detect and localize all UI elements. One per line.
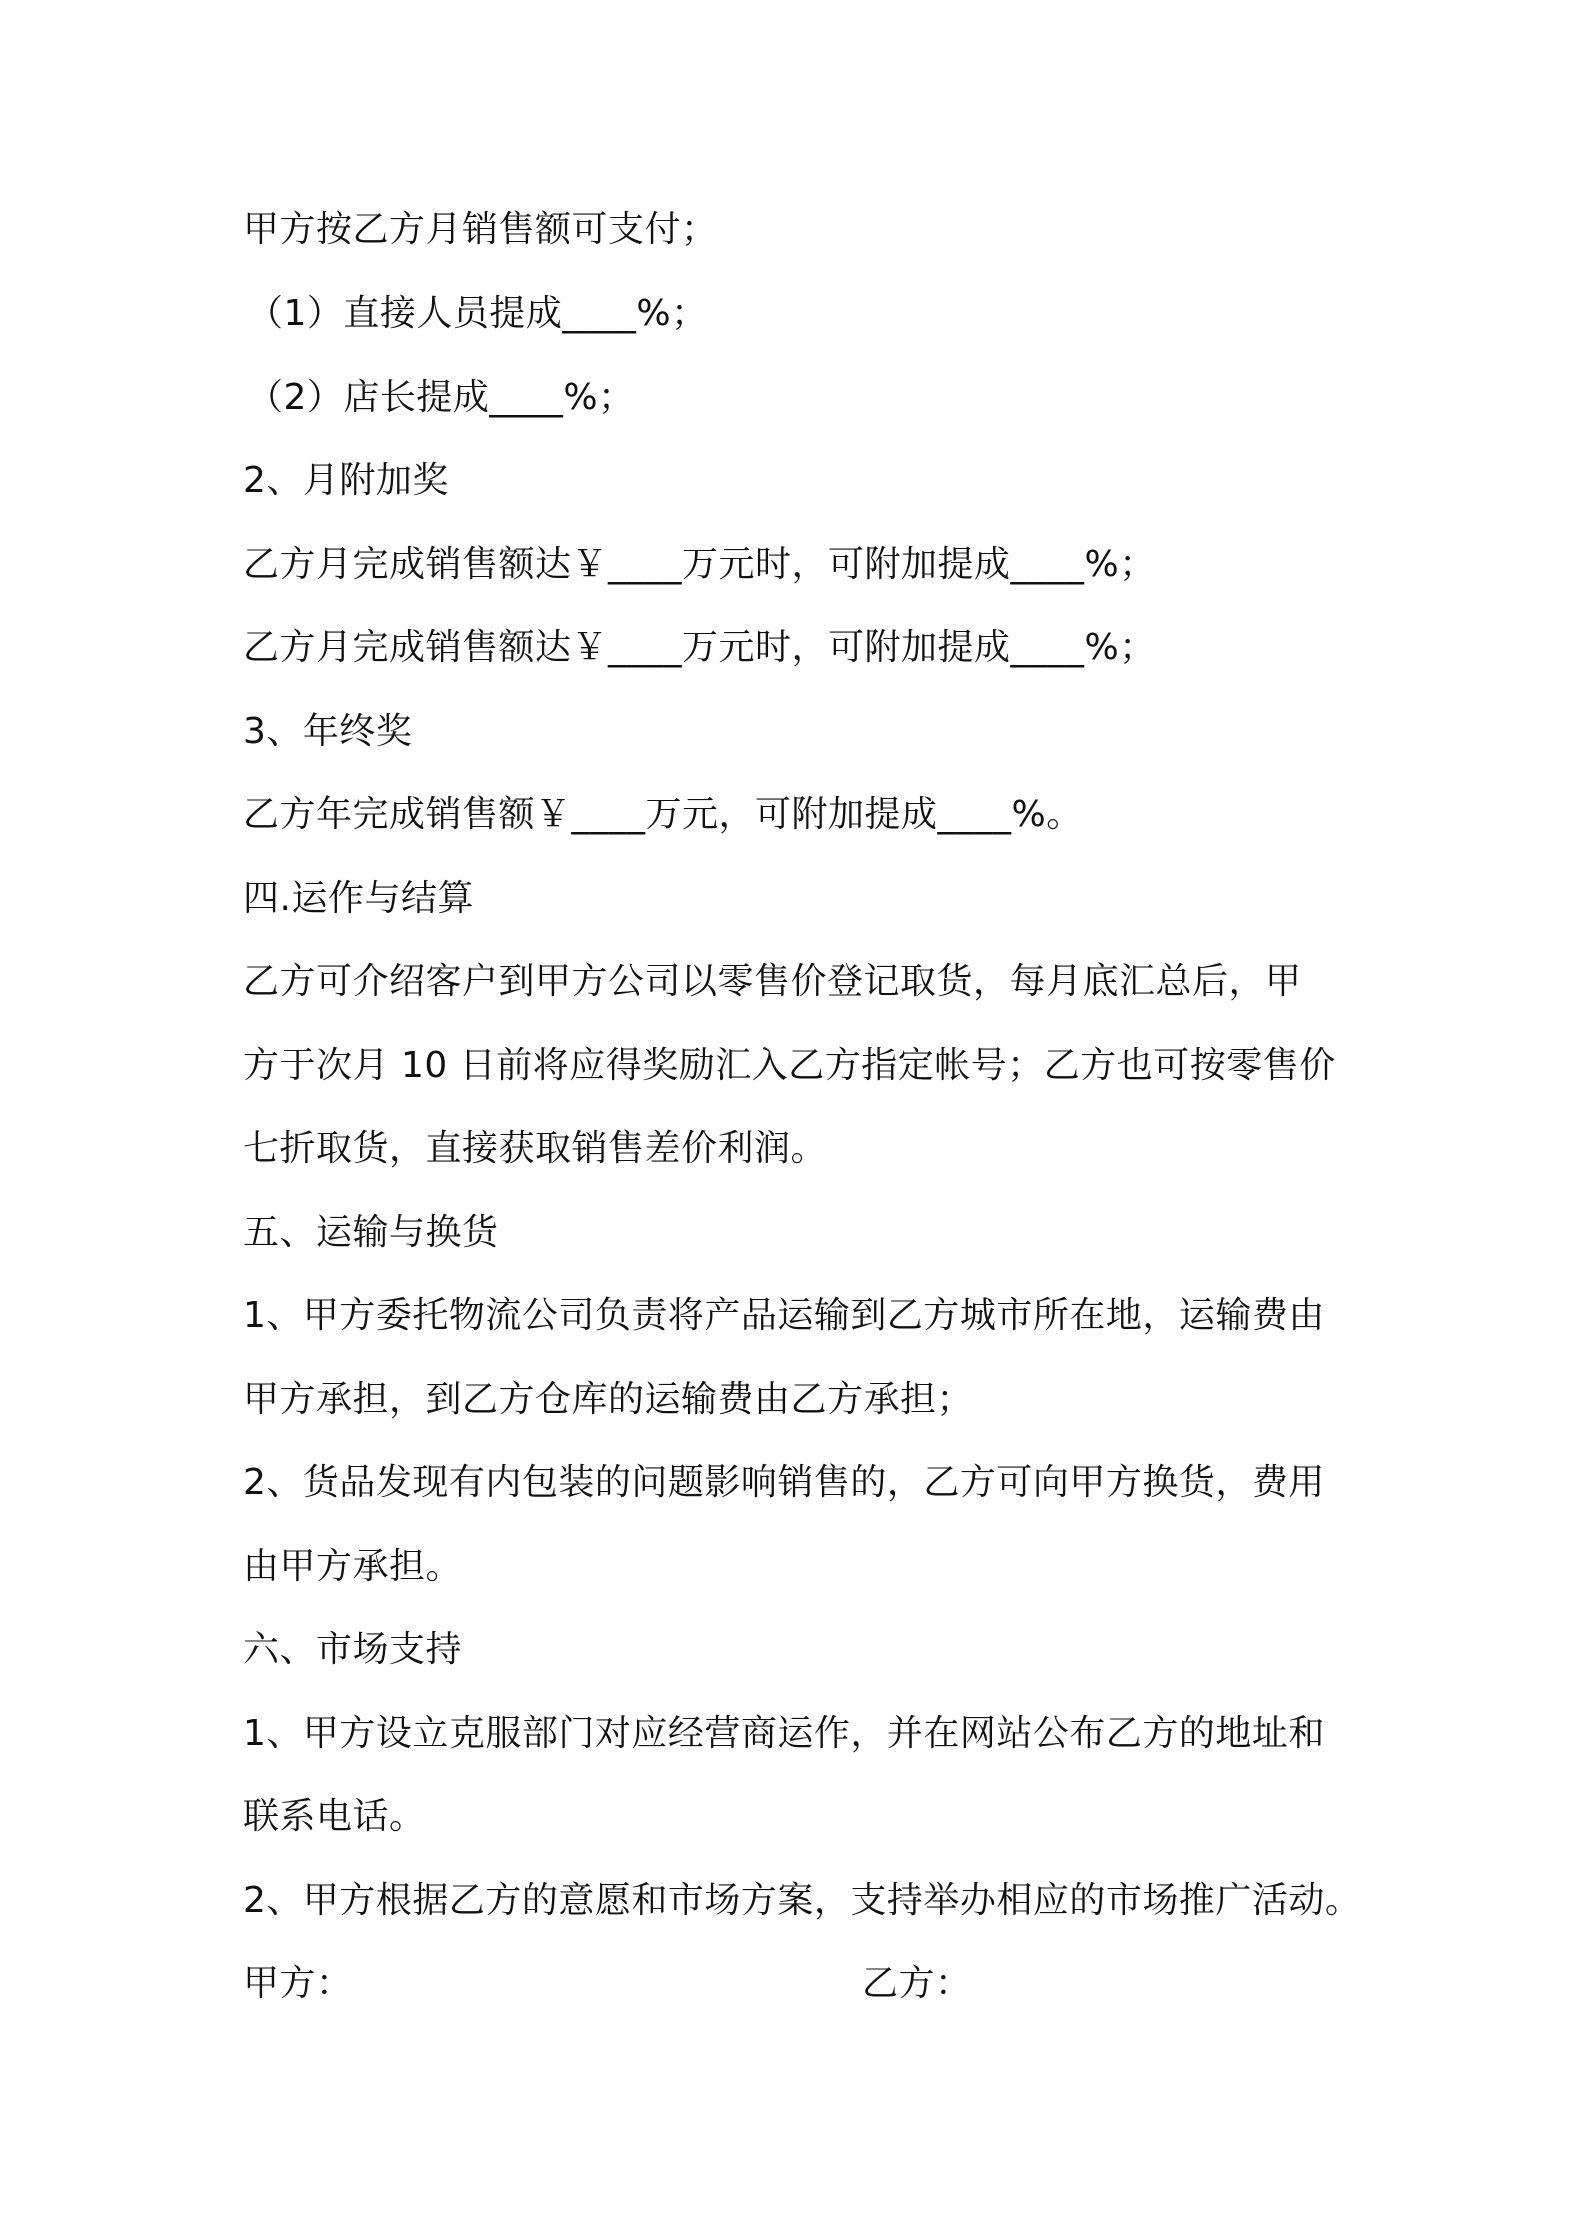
text-line-16: 2、货品发现有内包装的问题影响销售的，乙方可向甲方换货，费用 (243, 1462, 1325, 1503)
text-line-17: 由甲方承担。 (243, 1546, 463, 1587)
text-line-20: 联系电话。 (243, 1796, 426, 1837)
signature-party-b: 乙方： (862, 1963, 972, 2004)
text-line-8: 乙方年完成销售额￥____万元，可附加提成____%。 (243, 794, 1083, 835)
text-line-1: 甲方按乙方月销售额可支付； (243, 209, 718, 250)
section-heading-year-end-bonus: 3、年终奖 (243, 711, 413, 752)
section-heading-market-support: 六、市场支持 (243, 1629, 463, 1670)
text-line-12: 七折取货，直接获取销售差价利润。 (243, 1128, 828, 1169)
text-line-14: 1、甲方委托物流公司负责将产品运输到乙方城市所在地，运输费由 (243, 1295, 1325, 1336)
signature-party-a: 甲方： (243, 1963, 353, 2004)
text-line-15: 甲方承担，到乙方仓库的运输费由乙方承担； (243, 1379, 974, 1420)
text-line-21: 2、甲方根据乙方的意愿和市场方案，支持举办相应的市场推广活动。 (243, 1880, 1362, 1921)
text-line-10: 乙方可介绍客户到甲方公司以零售价登记取货，每月底汇总后，甲 (243, 961, 1302, 1002)
text-line-2: （1）直接人员提成____%； (247, 293, 708, 334)
section-heading-transport: 五、运输与换货 (243, 1212, 499, 1253)
text-line-11: 方于次月 10 日前将应得奖励汇入乙方指定帐号；乙方也可按零售价 (243, 1045, 1336, 1086)
section-heading-monthly-bonus: 2、月附加奖 (243, 460, 449, 501)
text-line-5: 乙方月完成销售额达￥____万元时，可附加提成____%； (243, 544, 1156, 585)
text-line-19: 1、甲方设立克服部门对应经营商运作，并在网站公布乙方的地址和 (243, 1713, 1325, 1754)
text-line-6: 乙方月完成销售额达￥____万元时，可附加提成____%； (243, 627, 1156, 668)
section-heading-operation: 四.运作与结算 (243, 878, 474, 919)
text-line-3: （2）店长提成____%； (247, 377, 635, 418)
